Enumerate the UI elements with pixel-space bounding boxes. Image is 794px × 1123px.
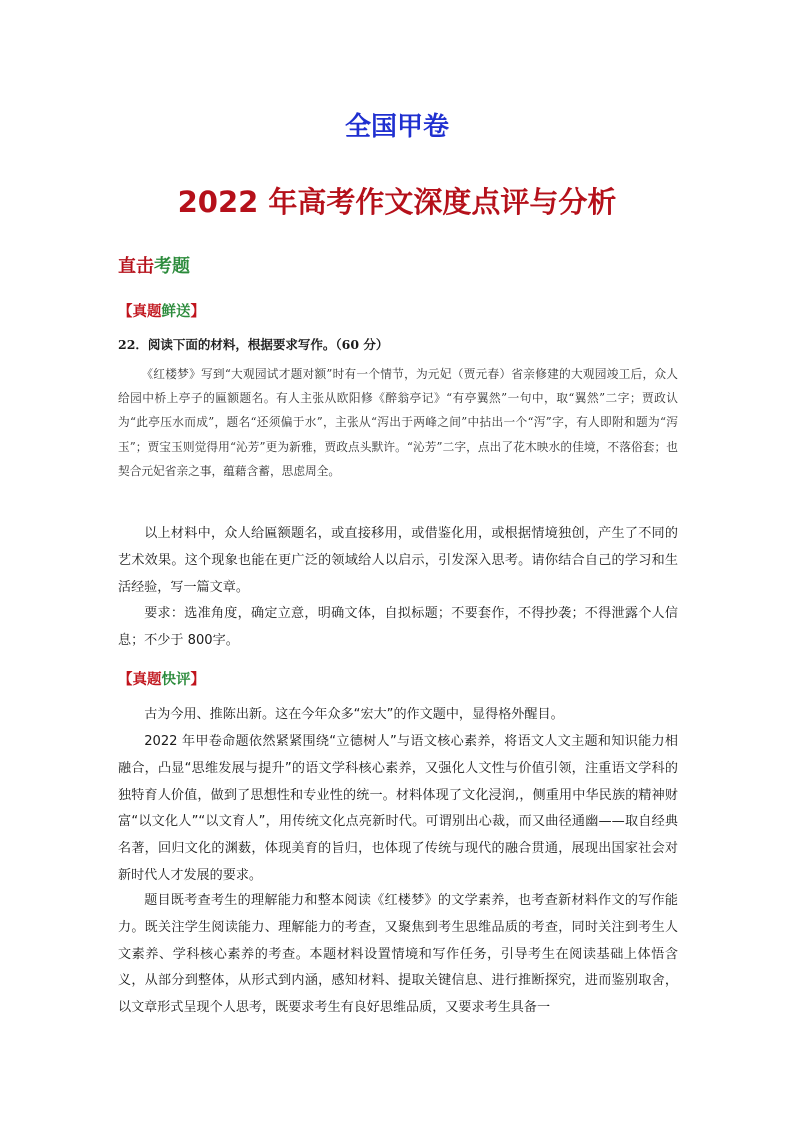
tag-quick-review-highlight: 快评 [161, 672, 191, 688]
document-title-sub: 2022 年高考作文深度点评与分析 [177, 185, 617, 219]
section-heading [118, 252, 190, 278]
prompt-paragraph: 以上材料中，众人给匾额题名，或直接移用，或借鉴化用，或根据情境独创，产生了不同的艺术效果。这个现象也能在更广泛的领域给人以启示，引发深入思考。请你结合自己的学习和生活经验，写一篇文章。 [118, 526, 678, 595]
comment-paragraph-1: 古为今用、推陈出新。这在今年众多“宏大”的作文题中，显得格外醒目。 [144, 707, 564, 722]
comment-paragraph-2: 2022 年甲卷命题依然紧紧围绕“立德树人”与语文核心素养，将语文人文主题和知识能力相融合，凸显“思维发展与提升”的语文学科核心素养，又强化人文性与价值引领，注重语文学科的独特育人价值，做到了思想性和专业性的统一。材料体现了文化浸润,，侧重用中华民族的精神财富“以文化人”“以文育人”，用传统文化点亮新时代。可谓别出心裁，而又曲径通幽——取自经典名著，回归文化的渊薮，体现美育的旨归，也体现了传统与现代的融合贯通，展现出国家社会对新时代人才发展的要求。 [118, 734, 678, 883]
document-title-main: 全国甲卷 [344, 112, 449, 142]
question-heading: 22．阅读下面的材料，根据要求写作。（60 分） [118, 337, 389, 352]
tag-real-question-left: 【真题 [118, 304, 162, 320]
tag-real-question-highlight: 鲜送 [161, 304, 191, 320]
section-heading-part-b: 考题 [154, 256, 190, 277]
tag-quick-review-right: 】 [190, 672, 205, 688]
tag-real-question [118, 300, 205, 321]
tag-quick-review [118, 668, 205, 689]
material-passage: 《红楼梦》写到“大观园试才题对额”时有一个情节，为元妃（贾元春）省亲修建的大观园竣工后，众人给园中桥上亭子的匾额题名。有人主张从欧阳修《醉翁亭记》“有亭翼然”一句中，取“翼然”二字；贾政认为“此亭压水而成”，题名“还须偏于水”，主张从“泻出于两峰之间”中拈出一个“泻”字，有人即附和题为“泻玉”；贾宝玉则觉得用“沁芳”更为新雅，贾政点头默许。“沁芳”二字，点出了花木映水的佳境，不落俗套；也契合元妃省亲之事，蕴藉含蓄，思虑周全。 [118, 367, 678, 478]
section-heading-part-a: 直击 [118, 256, 154, 277]
tag-real-question-right: 】 [190, 304, 205, 320]
tag-quick-review-left: 【真题 [118, 672, 162, 688]
requirements-paragraph: 要求：选准角度，确定立意，明确文体，自拟标题；不要套作，不得抄袭；不得泄露个人信息；不少于 800字。 [118, 606, 678, 648]
comment-paragraph-3: 题目既考查考生的理解能力和整本阅读《红楼梦》的文学素养，也考查新材料作文的写作能力。既关注学生阅读能力、理解能力的考查，又聚焦到考生思维品质的考查，同时关注到考生人文素养、学科核心素养的考查。本题材料设置情境和写作任务，引导考生在阅读基础上体悟含义，从部分到整体，从形式到内涵，感知材料、提取关键信息、进行推断探究，进而鉴别取舍，以文章形式呈现个人思考，既要求考生有良好思维品质，又要求考生具备一 [118, 893, 678, 1016]
